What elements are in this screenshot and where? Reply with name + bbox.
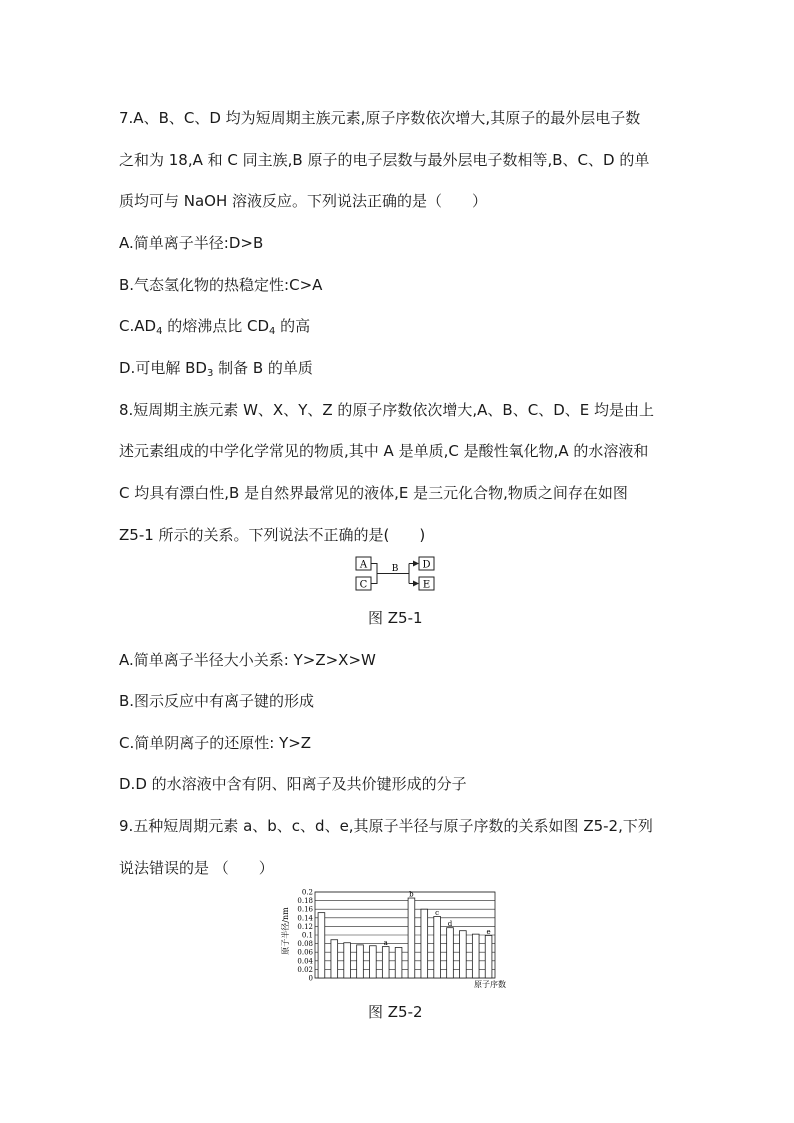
q8-option-b: B.图示反应中有离子键的形成 bbox=[119, 692, 315, 710]
q9-stem-line-1: 9.五种短周期元素 a、b、c、d、e,其原子半径与原子序数的关系如图 Z5-2,下列 bbox=[119, 817, 653, 835]
q8-stem-line-4: Z5-1 所示的关系。下列说法不正确的是( ) bbox=[119, 526, 426, 544]
q9-stem-line-2: 说法错误的是 （ ） bbox=[119, 859, 274, 877]
bar bbox=[472, 934, 479, 978]
bar bbox=[370, 946, 377, 978]
q7-option-d-part1: D.可电解 BD bbox=[119, 359, 207, 377]
q7-option-c-sub2: 4 bbox=[269, 326, 276, 337]
y-tick-label: 0.18 bbox=[297, 897, 313, 906]
q7-stem-line-2: 之和为 18,A 和 C 同主族,B 原子的电子层数与最外层电子数相等,B、C、D 的单 bbox=[119, 151, 650, 169]
y-axis-title: 原子半径/nm bbox=[281, 907, 290, 955]
bar-label: a bbox=[383, 939, 388, 948]
bar bbox=[395, 947, 402, 978]
q8-stem-line-2: 述元素组成的中学化学常见的物质,其中 A 是单质,C 是酸性氧化物,A 的水溶液和 bbox=[119, 442, 649, 460]
q7-option-c-sub1: 4 bbox=[156, 326, 163, 337]
q8-stem-line-3: C 均具有漂白性,B 是自然界最常见的液体,E 是三元化合物,物质之间存在如图 bbox=[119, 484, 628, 502]
reaction-diagram bbox=[352, 555, 442, 593]
bar bbox=[318, 913, 325, 978]
label-a: A bbox=[359, 559, 368, 571]
q7-option-d-sub1: 3 bbox=[206, 368, 214, 379]
y-tick-label: 0.04 bbox=[297, 957, 313, 966]
y-tick-label: 0.12 bbox=[297, 922, 313, 931]
y-tick-label: 0 bbox=[308, 974, 313, 983]
y-tick-label: 0.1 bbox=[301, 931, 313, 940]
bar bbox=[434, 917, 441, 978]
y-tick-label: 0.2 bbox=[301, 888, 313, 897]
bar bbox=[331, 940, 338, 978]
q7-option-c bbox=[119, 315, 310, 337]
bar bbox=[447, 928, 454, 978]
bar-label: b bbox=[409, 890, 414, 899]
bar bbox=[408, 898, 415, 978]
q7-option-a: A.简单离子半径:D>B bbox=[119, 234, 264, 252]
x-axis-title: 原子序数 bbox=[474, 980, 506, 989]
q8-option-d: D.D 的水溶液中含有阴、阳离子及共价键形成的分子 bbox=[119, 775, 467, 793]
q8-stem-line-1: 8.短周期主族元素 W、X、Y、Z 的原子序数依次增大,A、B、C、D、E 均是由上 bbox=[119, 401, 654, 419]
q7-option-c-part1: C.AD bbox=[119, 317, 157, 335]
q7-stem-line-1: 7.A、B、C、D 均为短周期主族元素,原子序数依次增大,其原子的最外层电子数 bbox=[119, 109, 641, 127]
figure-caption-z5-2: 图 Z5-2 bbox=[368, 1003, 423, 1021]
label-c: C bbox=[359, 579, 368, 591]
y-tick-label: 0.08 bbox=[297, 940, 313, 949]
atomic-radius-chart bbox=[278, 886, 518, 990]
y-tick-label: 0.16 bbox=[297, 905, 313, 914]
bar bbox=[382, 947, 389, 978]
label-e: E bbox=[422, 579, 431, 591]
figure-caption-z5-1: 图 Z5-1 bbox=[368, 609, 423, 627]
q7-option-d bbox=[119, 357, 313, 379]
connector-left bbox=[371, 564, 377, 584]
bar-label: d bbox=[447, 920, 453, 929]
bar bbox=[344, 943, 351, 978]
q8-option-c: C.简单阴离子的还原性: Y>Z bbox=[119, 734, 312, 752]
bar bbox=[460, 931, 467, 978]
bar-label: e bbox=[486, 927, 491, 936]
bar-label: c bbox=[435, 909, 440, 918]
q7-option-b: B.气态氢化物的热稳定性:C>A bbox=[119, 276, 323, 294]
bar bbox=[357, 945, 364, 978]
y-tick-label: 0.06 bbox=[297, 948, 313, 957]
y-tick-label: 0.02 bbox=[297, 965, 313, 974]
bar bbox=[421, 909, 428, 978]
y-tick-label: 0.14 bbox=[297, 914, 313, 923]
q8-option-a: A.简单离子半径大小关系: Y>Z>X>W bbox=[119, 651, 376, 669]
bar bbox=[485, 935, 492, 978]
q7-stem-line-3: 质均可与 NaOH 溶液反应。下列说法正确的是（ ） bbox=[119, 192, 488, 210]
q7-option-c-part2: 的熔沸点比 CD bbox=[162, 317, 269, 335]
q7-option-c-part3: 的高 bbox=[275, 317, 311, 335]
q7-option-d-part2: 制备 B 的单质 bbox=[213, 359, 313, 377]
label-d: D bbox=[422, 559, 431, 571]
label-b: B bbox=[391, 564, 399, 574]
